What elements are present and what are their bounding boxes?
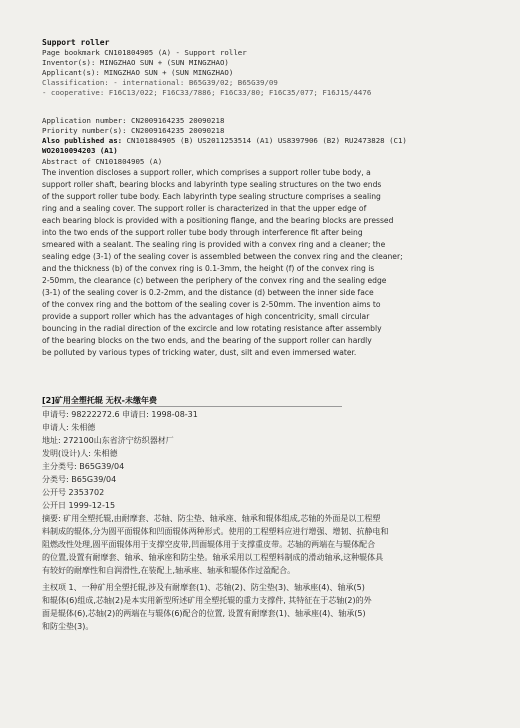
abstract-line: each bearing block is provided with a positioning flange, and the bearing blocks are pressed: [42, 216, 394, 225]
cn-record-header: [2]矿用全塑托辊 无权-未缴年费: [42, 396, 157, 405]
abstract-line: (3-1) of the sealing cover is 0.2-2mm, and the distance (d) between the inner side face: [42, 288, 374, 297]
also-published-values: CN101804905 (B) US2011253514 (A1) US8397906 (B2) RU2473828 (C1): [126, 136, 407, 145]
abstract-line: sealing edge (3-1) of the sealing cover is assembled between the convex ring and the cleaner;: [42, 252, 403, 261]
abstract-of: Abstract of CN101804905 (A): [42, 157, 163, 166]
also-published-label: Also published as:: [42, 136, 123, 145]
cn-abstract-line: 摘要: 矿用全塑托辊,由耐摩套、芯轴、防尘垫、轴承座、轴承和辊体组成,芯轴的外面是以工程塑: [42, 514, 381, 523]
abstract-line: of the support roller tube body. Each labyrinth type sealing structure comprises a sealing: [42, 192, 381, 201]
divider: [42, 406, 342, 407]
application-number: Application number: CN2009164235 20090218: [42, 116, 225, 125]
abstract-line: into the two ends of the support roller tube body through interference fit after being: [42, 228, 363, 237]
cn-claim-line: 和防尘垫(3)。: [42, 622, 94, 631]
cooperative-classification: - cooperative: F16C13/022; F16C33/7886; F16C33/80; F16C35/077; F16J15/4476: [42, 88, 372, 97]
abstract-line: and the thickness (b) of the convex ring is 0.1-3mm, the height (f) of the convex ring is: [42, 264, 375, 273]
cn-applicant: 申请人: 朱相德: [42, 423, 96, 432]
cn-abstract-line: 的位置,设置有耐摩套、轴承、轴承座和防尘垫。轴承采用以工程塑料制成的滑动轴承,这种辊体具: [42, 553, 384, 562]
abstract-line: provide a support roller which has the advantages of high concentricity, small circular: [42, 312, 370, 321]
cn-application-number: 申请号: 98222272.6 申请日: 1998-08-31: [42, 410, 198, 419]
priority-number: Priority number(s): CN2009164235 20090218: [42, 126, 225, 135]
cn-abstract-line: 有较好的耐摩性和自润滑性,在装配上,轴承座、轴承和辊体作过盈配合。: [42, 566, 296, 575]
abstract-line: of the convex ring and the bottom of the sealing cover is 2-50mm. The invention aims to: [42, 300, 381, 309]
cn-claim-line: 和辊体(6)组成,芯轴(2)是本实用新型所述矿用全塑托辊的重力支撑件, 其特征在于芯轴(2)的外: [42, 596, 372, 605]
cn-claim-line: 主权项 1、一种矿用全塑托辊,涉及有耐摩套(1)、芯轴(2)、防尘垫(3)、轴承座(4)、轴承(5): [42, 583, 365, 592]
abstract-line: The invention discloses a support roller, which comprises a support roller tube body, a: [42, 168, 371, 177]
classification: Classification: - international: B65G39/02; B65G39/09: [42, 78, 278, 87]
abstract-line: 2-50mm, the clearance (c) between the periphery of the convex ring and the sealing edge: [42, 276, 387, 285]
abstract-line: support roller shaft, bearing blocks and labyrinth type sealing structures on the two ends: [42, 180, 382, 189]
cn-main-class: 主分类号: B65G39/04: [42, 462, 125, 471]
page-bookmark: Page bookmark CN101804905 (A) - Support roller: [42, 48, 247, 57]
cn-abstract-line: 料制成的辊体,分为圆平面辊体和凹面辊体两种形式。使用的工程塑料应进行增强、增韧、抗静电和: [42, 527, 389, 536]
cn-abstract-line: 阻燃改性处理,圆平面辊体用于支撑空皮带,凹面辊体用于支撑重皮带。芯轴的两端在与辊体配合: [42, 540, 376, 549]
title: Support roller: [42, 38, 110, 47]
cn-inventor: 发明(设计)人: 朱相德: [42, 449, 118, 458]
abstract-line: ring and a sealing cover. The support roller is characterized in that the upper edge of: [42, 204, 367, 213]
cn-publication-date: 公开日 1999-12-15: [42, 501, 116, 510]
abstract-line: smeared with a sealant. The sealing ring is provided with a convex ring and a cleaner; the: [42, 240, 386, 249]
cn-address: 地址: 272100山东省济宁纺织器材厂: [42, 436, 174, 445]
abstract-line: of the bearing blocks on the two ends, and the bearing of the support roller can hardly: [42, 336, 372, 345]
abstract-line: be polluted by various types of tricking water, dust, silt and even immersed water.: [42, 348, 357, 357]
also-published: [42, 136, 407, 146]
applicants: Applicant(s): MINGZHAO SUN + (SUN MINGZHAO): [42, 68, 234, 77]
cn-claim-line: 面是辊体(6),芯轴(2)的两端在与辊体(6)配合的位置, 设置有耐摩套(1)、轴承座(4)、轴承(5): [42, 609, 366, 618]
also-published-line2: WO2010094203 (A1): [42, 146, 118, 155]
abstract-line: bouncing in the radial direction of the excircle and low rotating resistance after assembly: [42, 324, 382, 333]
cn-publication-number: 公开号 2353702: [42, 488, 105, 497]
cn-class: 分类号: B65G39/04: [42, 475, 117, 484]
inventors: Inventor(s): MINGZHAO SUN + (SUN MINGZHAO): [42, 58, 229, 67]
